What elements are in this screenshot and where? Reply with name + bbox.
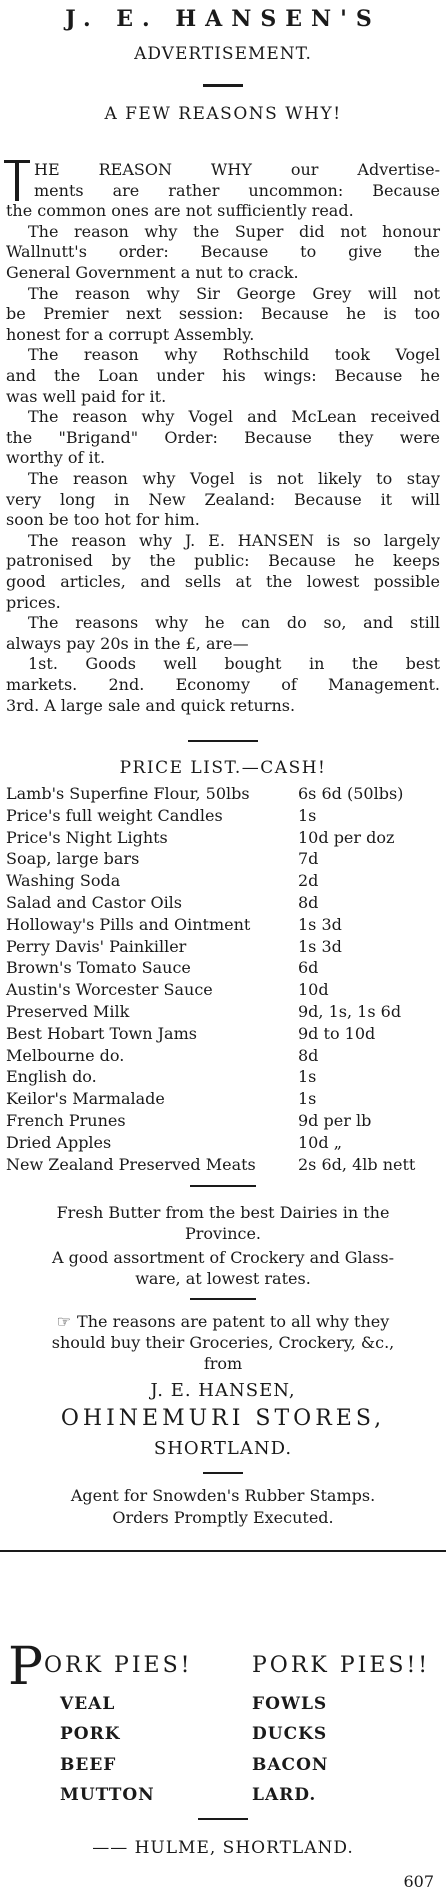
reasons-line: very long in New Zealand: Because it will — [6, 489, 440, 509]
price-item-value: 1s — [298, 1089, 317, 1109]
pork-rule — [198, 1818, 248, 1820]
reasons-line: The reason why Vogel is not likely to stay — [28, 469, 440, 488]
footer-dash: —— — [92, 1838, 129, 1858]
hulme-text: HULME, SHORTLAND. — [134, 1838, 354, 1858]
price-item-value: 1s — [298, 805, 317, 825]
reasons-line: The reason why Vogel and McLean received — [28, 407, 440, 427]
price-item-value: 1s — [298, 1067, 317, 1087]
reasons-line: always pay 20s in the £, are— — [6, 633, 249, 653]
pork-title-right: PORK PIES!! — [252, 1653, 431, 1678]
price-item-value: 8d — [298, 893, 319, 912]
price-item-name: Holloway's Pills and Ointment — [6, 914, 251, 934]
pork-menu-item: PORK — [60, 1724, 121, 1744]
butter-line-2: Province. — [184, 1224, 262, 1243]
page-number: 607 — [403, 1872, 434, 1891]
price-item-name: Salad and Castor Oils — [6, 893, 183, 912]
pork-menu-item: DUCKS — [252, 1724, 328, 1744]
price-item-value: 10d per doz — [298, 827, 395, 847]
reasons-line: worthy of it. — [6, 448, 106, 468]
price-item-name: Preserved Milk — [6, 1002, 130, 1021]
store-name: OHINEMURI STORES, — [60, 1406, 386, 1431]
price-item-name: Austin's Worcester Sauce — [6, 980, 213, 1000]
reasons-line: The reason why the Super did not honour — [28, 221, 440, 241]
price-item-name: Perry Davis' Painkiller — [6, 936, 187, 956]
patent-text-1: The reasons are patent to all why they — [77, 1312, 390, 1331]
price-item-value: 2d — [298, 871, 319, 891]
price-item-value: 8d — [298, 1045, 319, 1065]
price-item-value: 6d — [298, 958, 319, 978]
price-item-name: Price's full weight Candles — [6, 805, 223, 825]
patent-line-2: should buy their Groceries, Crockery, &c., — [51, 1333, 395, 1352]
orders-line: Orders Promptly Executed. — [112, 1508, 334, 1527]
crockery-line-1: A good assortment of Crockery and Glass- — [51, 1248, 395, 1267]
reasons-line: soon be too hot for him. — [6, 510, 200, 530]
store-place: SHORTLAND. — [153, 1438, 293, 1459]
price-item-name: Best Hobart Town Jams — [6, 1023, 197, 1043]
reasons-line: honest for a corrupt Assembly. — [6, 324, 255, 344]
reasons-line: 1st. Goods well bought in the best — [28, 654, 440, 674]
price-item-name: New Zealand Preserved Meats — [6, 1154, 256, 1174]
reasons-line: markets. 2nd. Economy of Management. — [6, 675, 440, 694]
price-item-value: 9d, 1s, 1s 6d — [298, 1002, 402, 1021]
notes-rule — [190, 1298, 256, 1300]
reasons-line: 3rd. A large sale and quick returns. — [6, 695, 296, 715]
pork-dropcap: P — [8, 1637, 43, 1697]
pork-menu-item: BEEF — [60, 1755, 117, 1775]
price-end-rule — [190, 1185, 256, 1187]
reasons-line: The reason why Sir George Grey will not — [28, 283, 440, 303]
price-item-name: Washing Soda — [6, 871, 121, 891]
reasons-line: was well paid for it. — [6, 386, 167, 406]
price-item-name: English do. — [6, 1067, 97, 1087]
reasons-line: and the Loan under his wings: Because he — [6, 366, 440, 385]
price-item-value: 6s 6d (50lbs) — [298, 784, 404, 803]
price-item-name: Keilor's Marmalade — [6, 1089, 165, 1109]
reasons-line: The reason why Rothschild took Vogel — [28, 345, 440, 365]
price-list-title: PRICE LIST.—CASH! — [119, 758, 327, 778]
reasons-line: The reasons why he can do so, and still — [28, 613, 440, 633]
price-item-value: 1s 3d — [298, 914, 342, 934]
pork-title-left: ORK PIES! — [44, 1653, 193, 1678]
price-item-name: French Prunes — [6, 1111, 126, 1130]
price-item-name: Price's Night Lights — [6, 827, 168, 847]
hulme-footer — [6, 1840, 440, 1857]
reasons-line: General Government a nut to crack. — [6, 263, 299, 282]
reasons-line: ments are rather uncommon: Because — [34, 180, 440, 200]
reasons-line: The reason why J. E. HANSEN is so largely — [28, 530, 440, 550]
advertiser-title: J. E. HANSEN'S — [65, 6, 381, 32]
reasons-line: the "Brigand" Order: Because they were — [6, 427, 440, 447]
price-item-value: 9d per lb — [298, 1111, 372, 1130]
crockery-line-2: ware, at lowest rates. — [135, 1269, 311, 1288]
reasons-line: good articles, and sells at the lowest possible — [6, 572, 440, 591]
reasons-line: patronised by the public: Because he keeps — [6, 551, 440, 571]
pork-menu-item: LARD. — [252, 1785, 317, 1805]
short-rule — [203, 84, 243, 87]
pork-menu-item: VEAL — [60, 1694, 116, 1714]
advert-divider — [0, 1550, 446, 1552]
patent-line-3: from — [203, 1354, 243, 1373]
price-item-value: 7d — [298, 849, 319, 869]
price-item-value: 9d to 10d — [298, 1023, 376, 1043]
dropcap-t — [4, 160, 30, 203]
price-item-name: Soap, large bars — [6, 849, 140, 869]
section-rule — [188, 740, 258, 742]
store-rule — [203, 1472, 243, 1474]
pork-menu-item: MUTTON — [60, 1785, 155, 1805]
agent-line: Agent for Snowden's Rubber Stamps. — [70, 1486, 376, 1505]
price-item-value: 10d — [298, 980, 329, 1000]
price-item-name: Lamb's Superfine Flour, 50lbs — [6, 784, 250, 803]
pork-menu-item: FOWLS — [252, 1694, 328, 1714]
price-item-name: Dried Apples — [6, 1132, 112, 1152]
price-item-value: 1s 3d — [298, 936, 342, 956]
pointing-hand-icon: ☞ — [56, 1312, 72, 1331]
reasons-line: Wallnutt's order: Because to give the — [6, 242, 440, 262]
store-owner: J. E. HANSEN, — [150, 1380, 296, 1401]
reasons-line: prices. — [6, 592, 61, 612]
reasons-line: HE REASON WHY our Advertise- — [34, 160, 440, 179]
reasons-heading: A FEW REASONS WHY! — [104, 104, 342, 124]
advertisement-subtitle: ADVERTISEMENT. — [134, 44, 312, 64]
price-item-name: Brown's Tomato Sauce — [6, 958, 191, 978]
price-item-value: 10d „ — [298, 1132, 342, 1152]
price-item-name: Melbourne do. — [6, 1045, 125, 1065]
patent-line-1 — [6, 1314, 440, 1330]
price-item-value: 2s 6d, 4lb nett — [298, 1154, 416, 1174]
reasons-line: the common ones are not sufficiently read. — [6, 201, 354, 221]
butter-line-1: Fresh Butter from the best Dairies in the — [56, 1203, 390, 1222]
pork-menu-item: BACON — [252, 1755, 329, 1775]
reasons-line: be Premier next session: Because he is too — [6, 304, 440, 324]
